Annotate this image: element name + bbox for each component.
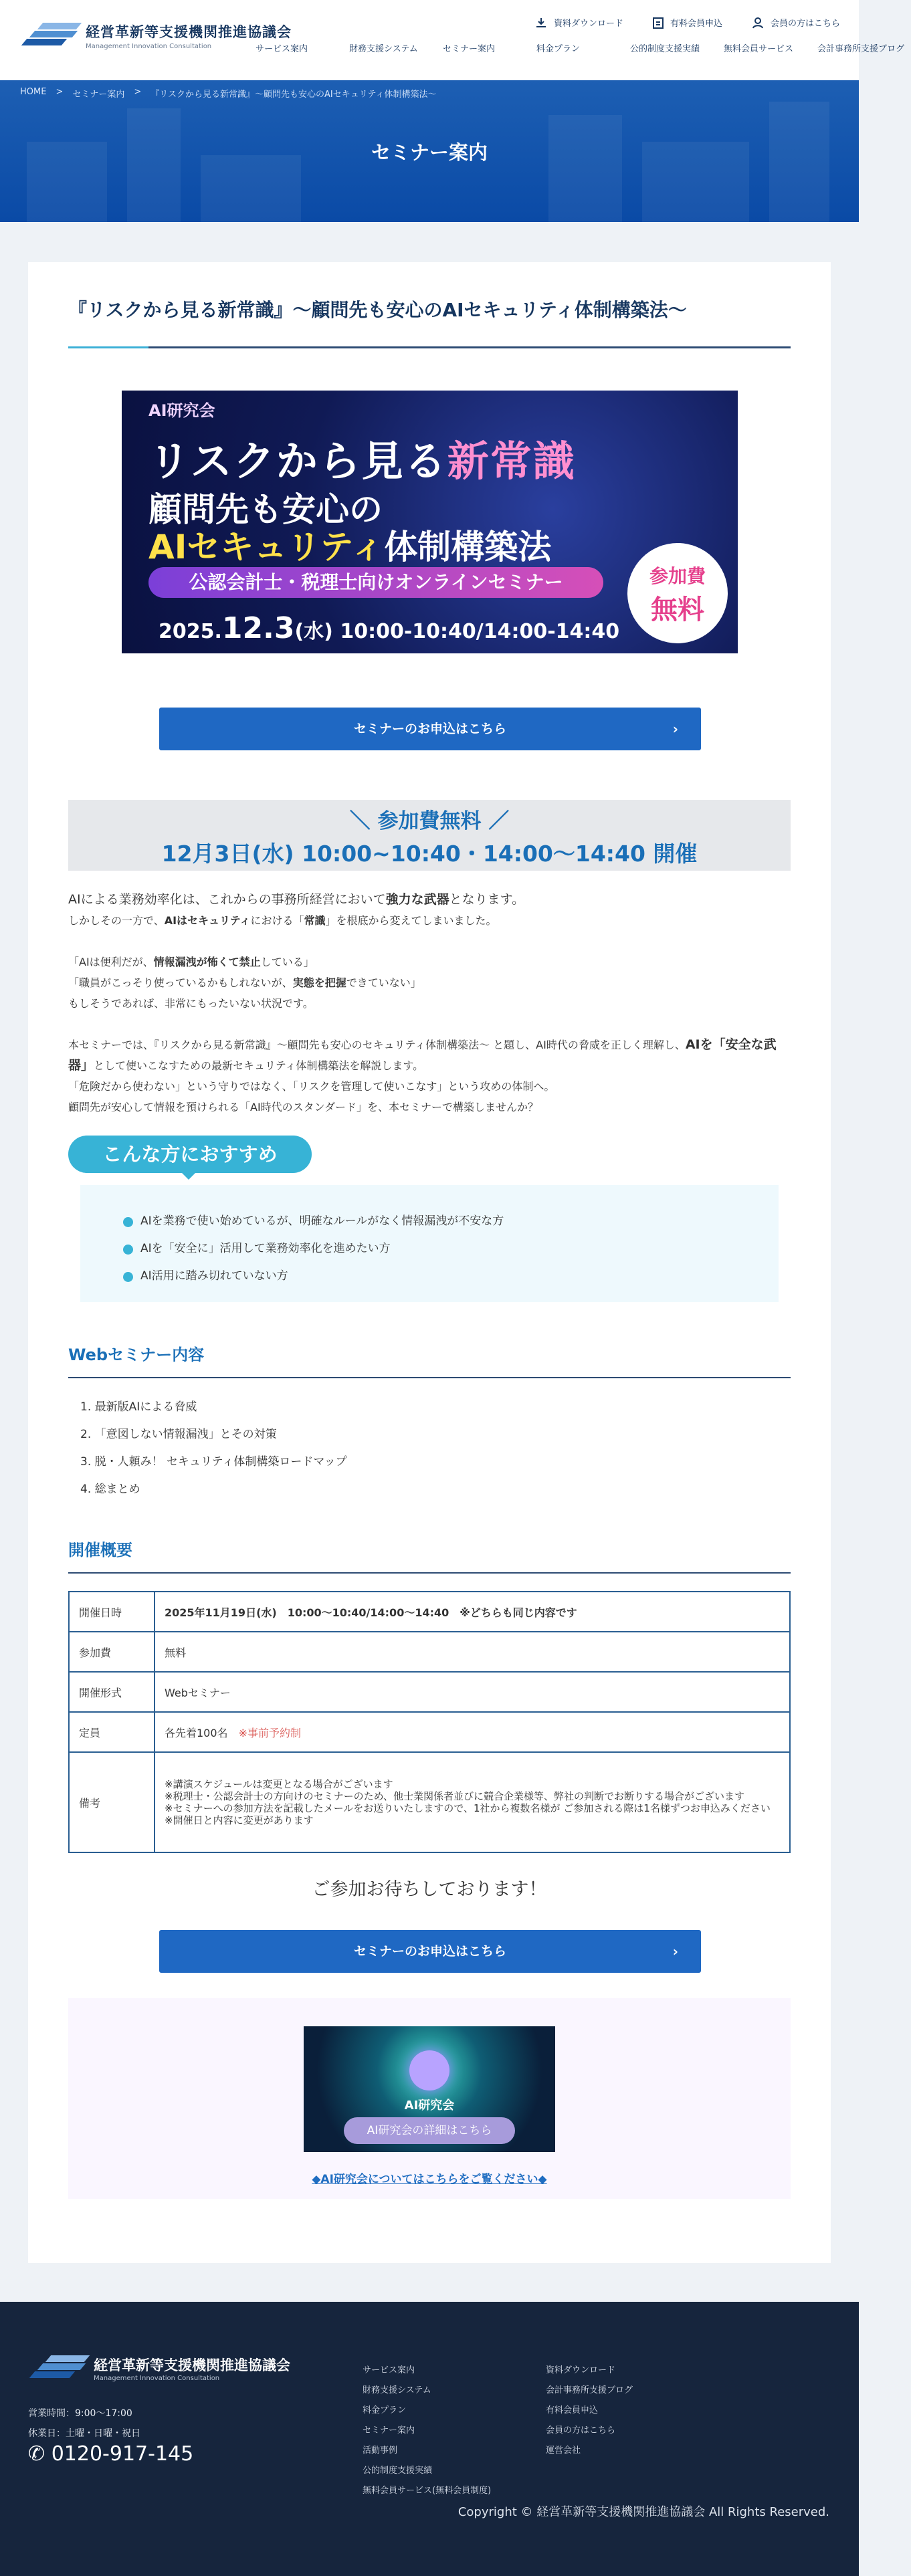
user-icon: [752, 17, 764, 29]
quote-3: もしそうであれば、非常にもったいない状況です。: [68, 997, 314, 1010]
intro-text-1c: となります。: [449, 892, 525, 907]
paid-member-link[interactable]: [653, 16, 722, 29]
banner-free-badge: [627, 543, 728, 643]
banner-free-value: 無料: [651, 595, 704, 625]
banner-tag: AI研究会: [148, 401, 215, 420]
outline-label: 備考: [69, 1752, 155, 1852]
chevron-right-icon: ›: [672, 721, 678, 737]
web-seminar-item: 1. 最新版AIによる脅威: [80, 1400, 197, 1414]
table-row: [69, 1632, 790, 1672]
footer-link[interactable]: 資料ダウンロード: [546, 2365, 616, 2375]
outline-capacity-value: 各先着100名: [165, 1726, 228, 1739]
ai-lab-banner-title: AI研究会: [404, 2099, 455, 2113]
phone-number[interactable]: [28, 2442, 193, 2466]
footer-link[interactable]: 活動事例: [363, 2446, 398, 2456]
download-link[interactable]: [535, 16, 623, 29]
ai-lab-link[interactable]: ◆AI研究会についてはこちらをご覧ください◆: [312, 2173, 547, 2186]
footer-link[interactable]: 有料会員申込: [546, 2405, 599, 2416]
nav-public-support[interactable]: 公的制度支援実績: [630, 44, 700, 54]
event-datetime: 12月3日(水) 10:00~10:40・14:00〜14:40 開催: [161, 841, 698, 867]
footer-link[interactable]: 料金プラン: [363, 2405, 407, 2416]
intro-text-3a: 本セミナーでは、『リスクから見る新常識』〜顧問先も安心のセキュリティ体制構築法〜 と題し、AI時代の脅威を正しく理解し、: [68, 1039, 686, 1051]
outline-table: [68, 1591, 791, 1853]
outline-note: ※税理士・公認会計士の方向けのセミナーのため、他士業関係者並びに競合企業様等、弊社の判断でお断りする場合がございます: [165, 1790, 744, 1802]
quote-1b: 情報漏洩が怖くて禁止: [153, 956, 261, 968]
web-seminar-item: 4. 総まとめ: [80, 1483, 140, 1496]
recommend-heading: こんな方におすすめ: [68, 1136, 312, 1173]
intro-text-3b: AIを「安全な武器」: [68, 1037, 777, 1073]
footer-name-jp: 経営革新等支援機関推進協議会: [94, 2357, 290, 2373]
site-logo[interactable]: [20, 20, 292, 51]
phone-number-text: 0120-917-145: [51, 2442, 194, 2466]
fee-free-box: [68, 800, 791, 871]
holiday-line: 休業日：土曜・日曜・祝日: [28, 2428, 140, 2439]
utility-nav: [535, 16, 840, 29]
banner-date-day: 12.3: [221, 611, 295, 645]
table-row: [69, 1672, 790, 1712]
ai-lab-banner[interactable]: [304, 2026, 555, 2152]
footer-name-en: Management Innovation Consultation: [94, 2374, 220, 2382]
nav-free-member[interactable]: 無料会員サービス: [724, 44, 794, 54]
table-row: [69, 1712, 790, 1752]
hero-title: セミナー案内: [371, 141, 488, 164]
banner-date: [159, 611, 619, 645]
breadcrumb: [20, 87, 436, 100]
outline-format-value: Webセミナー: [155, 1672, 790, 1712]
banner-headline-b: 新常識: [447, 437, 576, 486]
nav-blog[interactable]: 会計事務所支援ブログ: [817, 44, 905, 54]
quote-2c: できていない」: [346, 976, 421, 989]
phone-icon: ✆: [28, 2442, 45, 2466]
member-login-label: 会員の方はこちら: [770, 19, 840, 29]
banner-subline-2a: AIセキュリティ: [148, 528, 385, 566]
waiting-message: ご参加お待ちしております！: [312, 1879, 547, 1900]
footer-link[interactable]: 無料会員サービス(無料会員制度): [363, 2486, 492, 2496]
banner-free-label: 参加費: [649, 565, 706, 587]
banner-audience-pill: 公認会計士・税理士向けオンラインセミナー: [148, 567, 603, 598]
footer-links-1: [363, 2361, 491, 2501]
intro-text-1b: 強力な武器: [385, 892, 449, 907]
outline-note: ※開催日と内容に変更があります: [165, 1814, 314, 1826]
web-seminar-list: [68, 1394, 791, 1503]
nav-services[interactable]: サービス案内: [256, 44, 308, 54]
table-row: [69, 1752, 790, 1852]
footer-link[interactable]: 公的制度支援実績: [363, 2466, 433, 2476]
apply-button-top[interactable]: [159, 708, 701, 750]
recommend-box: [80, 1185, 779, 1302]
intro-text-2c: における「: [250, 914, 304, 927]
outline-label: 定員: [69, 1712, 155, 1752]
banner-subline-2b: 体制構築法: [384, 528, 552, 566]
site-header: [0, 0, 905, 80]
intro-text-5: 顧問先が安心して情報を預けられる「AI時代のスタンダード」を、本セミナーで構築しませんか？: [68, 1101, 539, 1113]
intro-text-2a: しかしその一方で、: [68, 914, 165, 927]
logo-mark-icon: [28, 2353, 90, 2383]
apply-button-bottom[interactable]: [159, 1930, 701, 1973]
footer-link[interactable]: 運営会社: [546, 2446, 581, 2456]
footer-links-2: [546, 2361, 633, 2461]
recommend-item: AIを「安全に」活用して業務効率化を進めたい方: [123, 1235, 779, 1263]
breadcrumb-home[interactable]: HOME: [20, 87, 47, 97]
web-seminar-heading: Webセミナー内容: [68, 1341, 791, 1378]
banner-headline-a: リスクから見る: [148, 437, 447, 486]
intro-text-3c: として使いこなすための最新セキュリティ体制構築法を解説します。: [94, 1059, 424, 1072]
footer-link[interactable]: 会員の方はこちら: [546, 2426, 616, 2436]
apply-button-label: セミナーのお申込はこちら: [353, 722, 506, 736]
outline-note: ※セミナーへの参加方法を記載したメールをお送りいたしますので、1社から複数名様が ご参加される際は1名様ずつお申込みください: [165, 1802, 771, 1814]
outline-heading: 開催概要: [68, 1537, 791, 1574]
title-underline: [68, 346, 791, 348]
download-label: 資料ダウンロード: [553, 19, 623, 29]
intro-text-2b: AIはセキュリティ: [164, 914, 251, 927]
outline-fee-value: 無料: [155, 1632, 790, 1672]
banner-headline: [148, 428, 576, 488]
page-title: 『リスクから見る新常識』〜顧問先も安心のAIセキュリティ体制構築法〜: [68, 299, 687, 321]
seminar-article: [28, 262, 831, 2263]
breadcrumb-separator: >: [56, 87, 64, 97]
footer-logo[interactable]: [28, 2353, 290, 2383]
nav-finance-system[interactable]: 財務支援システム: [349, 44, 418, 54]
logo-mark-icon: [20, 20, 82, 51]
ai-brain-icon: [409, 2050, 449, 2090]
intro-text-1a: AIによる業務効率化は、これからの事務所経営において: [68, 892, 386, 907]
apply-button-label: セミナーのお申込はこちら: [353, 1944, 506, 1959]
nav-seminars[interactable]: セミナー案内: [443, 44, 496, 54]
chevron-right-icon: ›: [672, 1943, 678, 1959]
seminar-banner-image: [122, 391, 738, 653]
banner-date-year: 2025.: [159, 620, 222, 643]
quote-1c: している」: [260, 956, 314, 968]
breadcrumb-seminars[interactable]: セミナー案内: [72, 90, 125, 100]
quote-2a: 「職員がこっそり使っているかもしれないが、: [68, 976, 293, 989]
web-seminar-item: 3. 脱・人頼み！ セキュリティ体制構築ロードマップ: [80, 1455, 347, 1469]
table-row: [69, 1592, 790, 1632]
outline-label: 参加費: [69, 1632, 155, 1672]
logo-name-en: Management Innovation Consultation: [86, 42, 212, 50]
site-footer: [0, 2302, 859, 2576]
fee-free-label: ＼ 参加費無料 ／: [349, 809, 510, 833]
footer-link[interactable]: 会計事務所支援ブログ: [546, 2385, 633, 2395]
recommend-item: AIを業務で使い始めているが、明確なルールがなく情報漏洩が不安な方: [123, 1208, 779, 1235]
quote-1a: 「AIは便利だが、: [68, 956, 154, 968]
footer-link[interactable]: セミナー案内: [363, 2426, 415, 2436]
outline-date-value: 2025年11月19日(水) 10:00〜10:40/14:00〜14:40 ※どちらも同じ内容です: [155, 1592, 790, 1632]
quote-2b: 実態を把握: [292, 976, 346, 989]
nav-pricing[interactable]: 料金プラン: [536, 44, 581, 54]
logo-name-jp: 経営革新等支援機関推進協議会: [86, 23, 292, 40]
page-hero: [0, 80, 859, 222]
banner-subline: 顧問先も安心の: [148, 490, 383, 529]
hours-line: 営業時間：9:00〜17:00: [28, 2408, 132, 2419]
clipboard-icon: [653, 17, 664, 29]
member-login-link[interactable]: [752, 16, 840, 29]
copyright: Copyright © 経営革新等支援機関推進協議会 All Rights Reserved.: [458, 2505, 829, 2519]
outline-label: 開催形式: [69, 1672, 155, 1712]
paid-member-label: 有料会員申込: [670, 19, 722, 29]
intro-text-4: 「危険だから使わない」という守りではなく、「リスクを管理して使いこなす」という攻めの体制へ。: [68, 1080, 555, 1093]
outline-capacity-note: ※事前予約制: [238, 1726, 301, 1739]
breadcrumb-current: 『リスクから見る新常識』〜顧問先も安心のAIセキュリティ体制構築法〜: [150, 90, 437, 100]
ai-lab-section: [68, 1998, 791, 2199]
footer-link[interactable]: サービス案内: [363, 2365, 415, 2375]
intro-text-2e: 」を根底から変えてしまいました。: [325, 914, 497, 927]
recommend-item: AI活用に踏み切れていない方: [123, 1263, 779, 1290]
intro-text: [68, 889, 791, 1117]
global-nav: [256, 44, 911, 55]
footer-link[interactable]: 財務支援システム: [363, 2385, 431, 2395]
outline-note: ※講演スケジュールは変更となる場合がございます: [165, 1778, 393, 1790]
outline-label: 開催日時: [69, 1592, 155, 1632]
breadcrumb-separator: >: [134, 87, 142, 97]
intro-text-2d: 常識: [304, 914, 326, 927]
ai-lab-banner-button[interactable]: AI研究会の詳細はこちら: [344, 2117, 515, 2144]
web-seminar-item: 2. 「意図しない情報漏洩」とその対策: [80, 1428, 277, 1441]
business-hours: [28, 2403, 140, 2444]
banner-subline-2: [148, 520, 551, 568]
download-icon: [535, 17, 547, 29]
banner-date-time: (水) 10:00-10:40/14:00-14:40: [294, 620, 620, 643]
